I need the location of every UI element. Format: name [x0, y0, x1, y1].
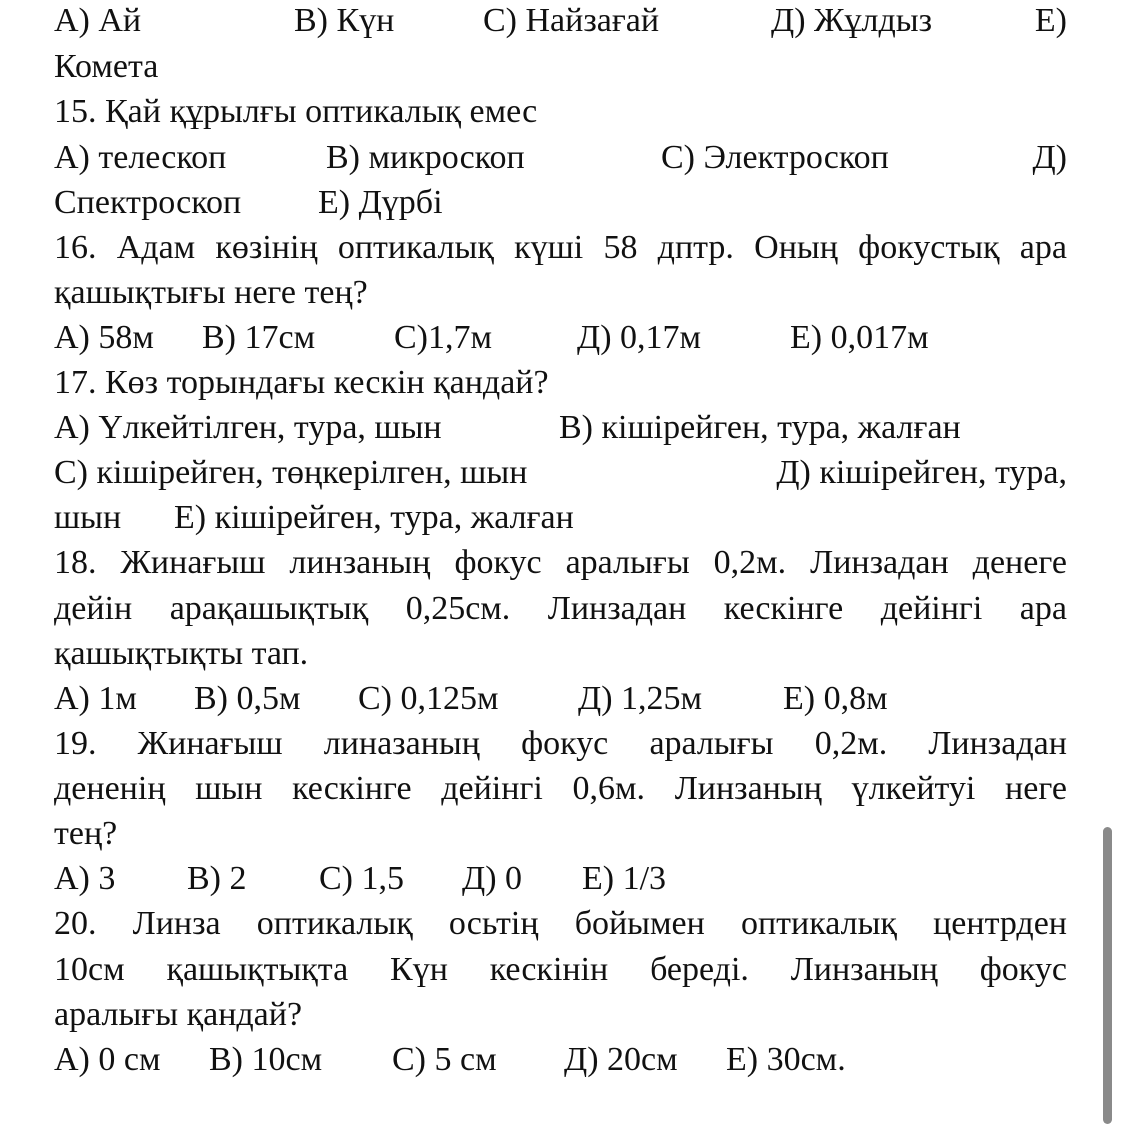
word: 18. [54, 544, 97, 581]
word: оптикалық [256, 905, 413, 942]
word: дптр. [657, 229, 734, 266]
q19-options-line [54, 856, 1067, 902]
word: 58 [603, 229, 638, 266]
q18-options-line [54, 676, 1067, 722]
option-e: Е) 0,8м [783, 680, 888, 717]
word: аралығы [649, 725, 774, 762]
word: неге [1005, 770, 1067, 807]
option-d: Д) кішірейген, тура, [776, 454, 1067, 491]
option-e: Е) 30см. [726, 1041, 846, 1078]
q17-options-line-2 [54, 450, 1067, 496]
word: дененің [54, 770, 166, 807]
word: арақашықтық [169, 590, 369, 627]
option-b: В) 0,5м [194, 680, 301, 717]
option-d-text: Спектроскоп [54, 184, 242, 221]
word: фокустық [858, 229, 1000, 266]
word: 19. [54, 725, 97, 762]
q15-options-line [54, 135, 1067, 181]
option-a: А) Үлкейтілген, тура, шын [54, 409, 442, 446]
word: 0,6м. [572, 770, 646, 807]
word: 16. [54, 229, 97, 266]
word: фокус [979, 951, 1067, 988]
option-c: С) 0,125м [358, 680, 499, 717]
option-b: В) кішірейген, тура, жалған [559, 409, 961, 446]
option-d: Д) 0,17м [577, 319, 702, 356]
option-c: С)1,7м [394, 319, 493, 356]
word: ара [1019, 229, 1067, 266]
word: линазаның [323, 725, 480, 762]
word: Линзаның [790, 951, 938, 988]
word: Оның [754, 229, 838, 266]
option-c: С) кішірейген, төңкерілген, шын [54, 454, 528, 491]
word: линзаның [289, 544, 431, 581]
word: фокус [521, 725, 609, 762]
word: 10см [54, 951, 125, 988]
question-16-line-1 [54, 225, 1067, 271]
option-b: В) Күн [294, 2, 395, 39]
option-c: С) Найзағай [483, 2, 660, 39]
word: күші [514, 229, 584, 266]
option-d-cont: шын [54, 499, 122, 536]
question-19-line-1 [54, 721, 1067, 767]
question-19-line-2 [54, 766, 1067, 812]
word: 0,2м. [713, 544, 787, 581]
word: береді. [650, 951, 749, 988]
option-b: В) 10см [209, 1041, 323, 1078]
option-c: С) 1,5 [319, 860, 404, 897]
question-20-line-1 [54, 901, 1067, 947]
word: Күн [390, 951, 448, 988]
word: дейін [54, 590, 133, 627]
word: қашықтықта [166, 951, 349, 988]
word: оптикалық [337, 229, 494, 266]
option-a: А) Ай [54, 2, 142, 39]
option-e-text: Комета [54, 48, 159, 85]
word: көзінің [215, 229, 318, 266]
word: Адам [116, 229, 196, 266]
q17-options-line-3 [54, 495, 1067, 541]
word: 0,2м. [814, 725, 888, 762]
option-b: В) 17см [202, 319, 316, 356]
option-d: Д) 1,25м [578, 680, 703, 717]
word: фокус [454, 544, 542, 581]
question-19-line-3: тең? [54, 815, 118, 852]
option-d-label: Д) [1032, 139, 1067, 176]
word: денеге [972, 544, 1067, 581]
question-18-line-2 [54, 586, 1067, 632]
option-c: С) Электроскоп [661, 139, 889, 176]
option-d: Д) 20см [564, 1041, 678, 1078]
word: аралығы [565, 544, 690, 581]
option-a: А) 58м [54, 319, 154, 356]
word: үлкейтуі [851, 770, 976, 807]
question-16-line-2: қашықтығы неге тең? [54, 274, 368, 311]
word: Линзадан [810, 544, 949, 581]
word: Линзадан [928, 725, 1067, 762]
option-a: А) телескоп [54, 139, 227, 176]
word: Жинағыш [120, 544, 266, 581]
word: Линзадан [547, 590, 687, 627]
word: кескінге [723, 590, 844, 627]
q16-options-line [54, 315, 1067, 361]
option-a: А) 1м [54, 680, 137, 717]
word: 0,25см. [405, 590, 511, 627]
question-18-line-3: қашықтықты тап. [54, 635, 309, 672]
option-d: Д) 0 [462, 860, 523, 897]
q15-options-cont [54, 180, 1067, 226]
vertical-scrollbar[interactable] [1103, 827, 1112, 1124]
word: центрден [933, 905, 1067, 942]
word: 20. [54, 905, 97, 942]
option-e: Е) 0,017м [790, 319, 929, 356]
word: Линзаның [674, 770, 822, 807]
q17-options-line-1 [54, 405, 1067, 451]
question-20-line-2 [54, 947, 1067, 993]
option-e: Е) кішірейген, тура, жалған [174, 499, 574, 536]
q14-options-line [54, 0, 1067, 44]
option-c: С) 5 см [392, 1041, 497, 1078]
option-a: А) 3 [54, 860, 116, 897]
question-20-line-3: аралығы қандай? [54, 996, 303, 1033]
word: Жинағыш [137, 725, 283, 762]
question-18-line-1 [54, 540, 1067, 586]
question-15: 15. Қай құрылғы оптикалық емес [54, 93, 538, 130]
word: дейінгі [880, 590, 983, 627]
q20-options-line [54, 1037, 1067, 1083]
option-e-label: Е) [1034, 2, 1067, 39]
option-b: В) 2 [187, 860, 247, 897]
word: ара [1019, 590, 1067, 627]
word: оптикалық [740, 905, 897, 942]
word: Линза [132, 905, 221, 942]
word: бойымен [574, 905, 705, 942]
word: шын [195, 770, 263, 807]
word: кескінге [292, 770, 412, 807]
word: осьтің [448, 905, 539, 942]
word: кескінін [489, 951, 609, 988]
option-e: Е) Дүрбі [318, 184, 443, 221]
option-a: А) 0 см [54, 1041, 161, 1078]
option-e: Е) 1/3 [582, 860, 667, 897]
word: дейінгі [441, 770, 543, 807]
question-17: 17. Көз торындағы кескін қандай? [54, 364, 549, 401]
option-b: В) микроскоп [326, 139, 525, 176]
option-d: Д) Жұлдыз [771, 2, 933, 39]
